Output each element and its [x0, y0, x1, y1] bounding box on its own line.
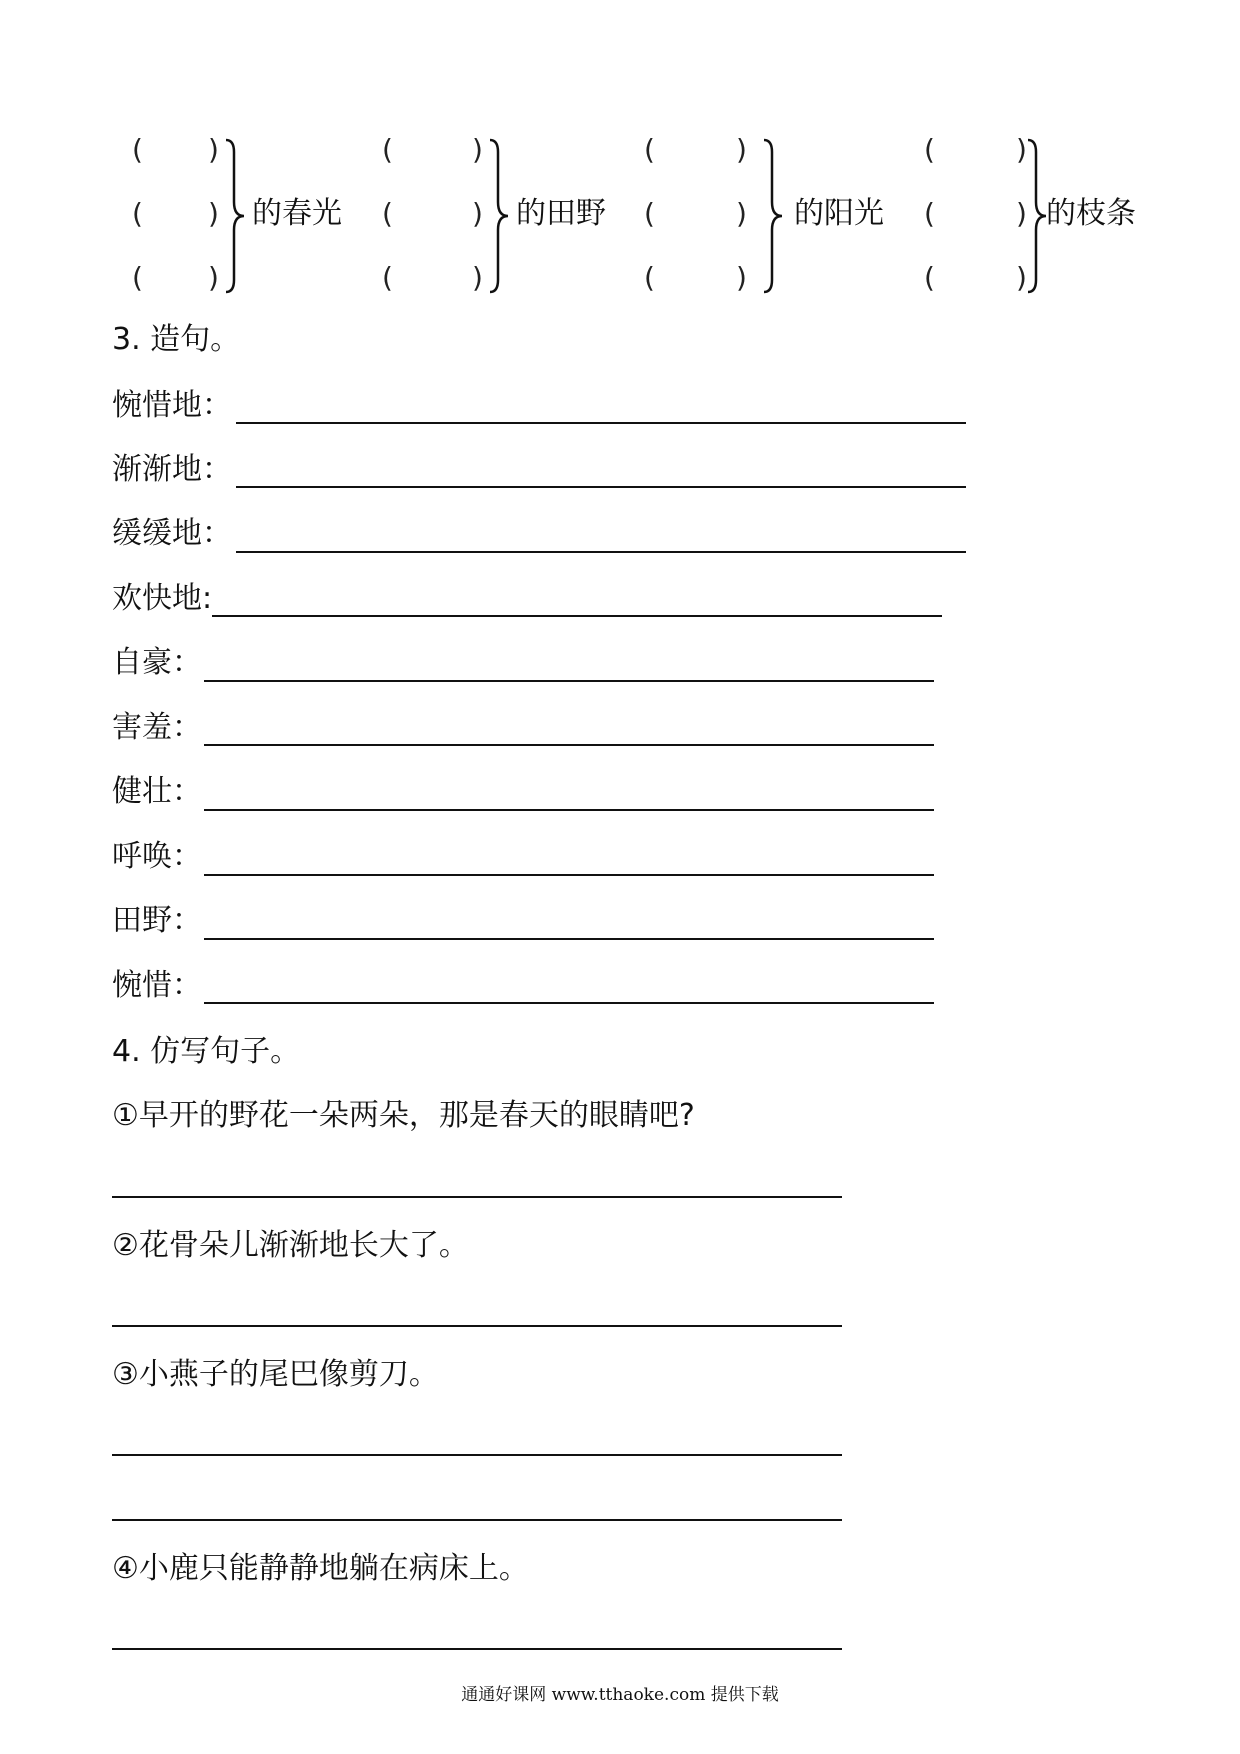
section-4-title: 4. 仿写句子。	[112, 1034, 301, 1069]
answer-line[interactable]	[212, 615, 942, 617]
group-label: 的阳光	[794, 196, 884, 231]
answer-line[interactable]	[204, 874, 934, 876]
answer-line[interactable]	[204, 680, 934, 682]
blank-close-paren: )	[208, 261, 219, 294]
blank-open-paren: (	[644, 261, 655, 294]
answer-line[interactable]	[112, 1648, 842, 1650]
blank-close-paren: )	[472, 197, 483, 230]
blank-open-paren: (	[132, 261, 143, 294]
word-prompt: 呼唤：	[112, 839, 202, 874]
blank-close-paren: )	[1016, 261, 1027, 294]
answer-line[interactable]	[204, 938, 934, 940]
blank-open-paren: (	[382, 261, 393, 294]
blank-close-paren: )	[472, 133, 483, 166]
right-curly-brace-icon	[762, 136, 784, 296]
answer-line[interactable]	[112, 1519, 842, 1521]
group-label: 的春光	[252, 196, 342, 231]
blank-close-paren: )	[736, 133, 747, 166]
blank-open-paren: (	[382, 197, 393, 230]
blank-open-paren: (	[382, 133, 393, 166]
word-prompt: 惋惜地：	[112, 388, 232, 423]
answer-line[interactable]	[204, 744, 934, 746]
word-prompt: 自豪：	[112, 645, 202, 680]
blank-close-paren: )	[1016, 197, 1027, 230]
answer-line[interactable]	[112, 1196, 842, 1198]
blank-close-paren: )	[208, 197, 219, 230]
blank-close-paren: )	[208, 133, 219, 166]
footer-source: 通通好课网 www.tthaoke.com 提供下载	[461, 1685, 779, 1705]
blank-open-paren: (	[644, 133, 655, 166]
word-prompt: 欢快地:	[112, 581, 213, 616]
right-curly-brace-icon	[224, 136, 246, 296]
answer-line[interactable]	[236, 486, 966, 488]
word-prompt: 害羞：	[112, 710, 202, 745]
model-sentence: ④小鹿只能静静地躺在病床上。	[112, 1551, 529, 1586]
model-sentence: ③小燕子的尾巴像剪刀。	[112, 1357, 439, 1392]
section-3-title: 3. 造句。	[112, 322, 241, 357]
word-prompt: 缓缓地：	[112, 516, 232, 551]
blank-open-paren: (	[132, 133, 143, 166]
blank-open-paren: (	[132, 197, 143, 230]
answer-line[interactable]	[236, 422, 966, 424]
word-prompt: 渐渐地：	[112, 452, 232, 487]
group-label: 的枝条	[1046, 196, 1136, 231]
right-curly-brace-icon	[1026, 136, 1048, 296]
blank-close-paren: )	[472, 261, 483, 294]
model-sentence: ①早开的野花一朵两朵，那是春天的眼睛吧?	[112, 1098, 695, 1133]
word-prompt: 健壮：	[112, 774, 202, 809]
blank-close-paren: )	[1016, 133, 1027, 166]
blank-open-paren: (	[644, 197, 655, 230]
answer-line[interactable]	[112, 1454, 842, 1456]
blank-open-paren: (	[924, 261, 935, 294]
right-curly-brace-icon	[488, 136, 510, 296]
word-prompt: 惋惜：	[112, 968, 202, 1003]
word-prompt: 田野：	[112, 903, 202, 938]
blank-close-paren: )	[736, 197, 747, 230]
blank-open-paren: (	[924, 133, 935, 166]
blank-close-paren: )	[736, 261, 747, 294]
answer-line[interactable]	[204, 1002, 934, 1004]
model-sentence: ②花骨朵儿渐渐地长大了。	[112, 1228, 469, 1263]
answer-line[interactable]	[204, 809, 934, 811]
blank-open-paren: (	[924, 197, 935, 230]
answer-line[interactable]	[112, 1325, 842, 1327]
answer-line[interactable]	[236, 551, 966, 553]
group-label: 的田野	[516, 196, 606, 231]
